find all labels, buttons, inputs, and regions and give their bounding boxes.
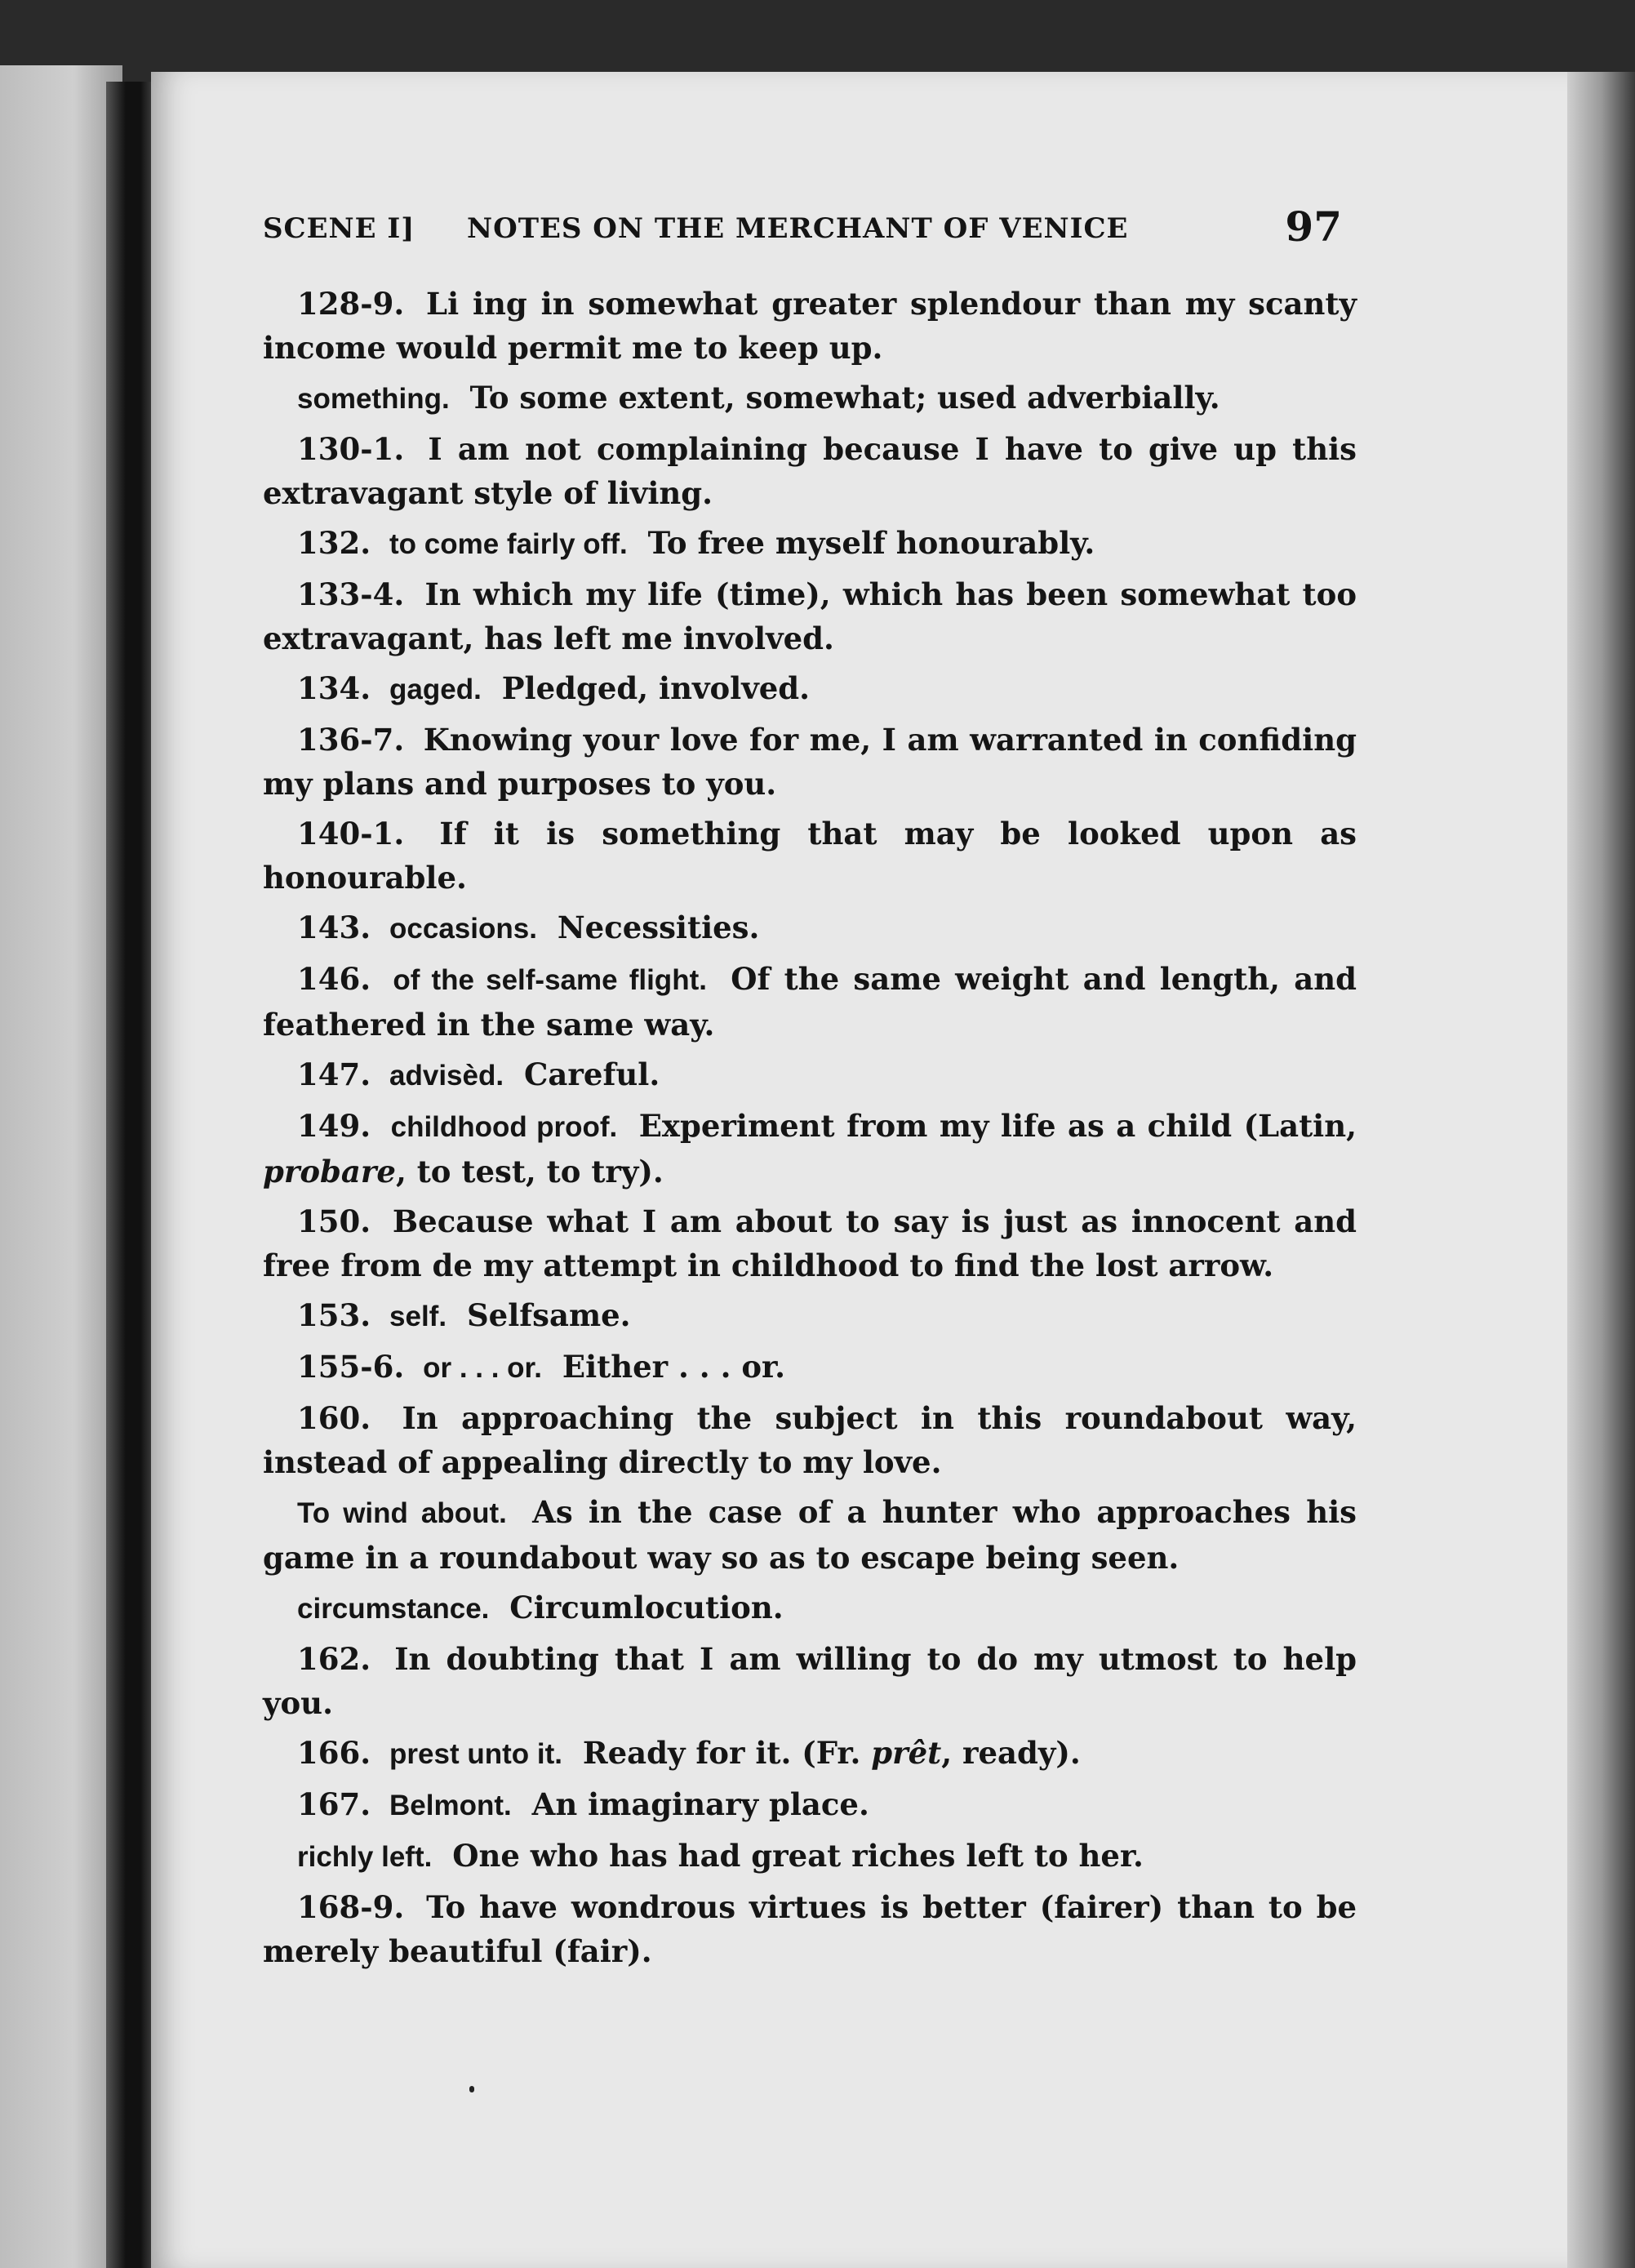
note-entry	[263, 1731, 1357, 1777]
note-entry	[263, 718, 1357, 806]
note-entry	[263, 957, 1357, 1047]
note-entry	[263, 572, 1357, 660]
note-entry	[263, 1293, 1357, 1339]
note-entry	[263, 1104, 1357, 1194]
note-gloss: If it is something that may be looked upon as honourable.	[263, 816, 1357, 896]
note-line-ref: 167.	[297, 1786, 371, 1822]
note-entry	[263, 282, 1357, 370]
note-lemma: to come fairly off.	[389, 528, 628, 560]
note-gloss: Pledged, involved.	[501, 670, 811, 706]
note-gloss: Careful.	[523, 1056, 660, 1092]
note-gloss: Of the same weight and length, and feathered in the same way.	[263, 961, 1357, 1043]
page-edge-shadow	[1567, 72, 1635, 2268]
note-entry	[263, 376, 1357, 421]
note-entry	[263, 427, 1357, 515]
running-title: NOTES ON THE MERCHANT OF VENICE	[467, 212, 1129, 245]
note-lemma: of the self-same flight.	[393, 964, 707, 996]
note-entry	[263, 1637, 1357, 1725]
note-lemma: or . . . or.	[423, 1352, 542, 1384]
note-line-ref: 162.	[297, 1641, 371, 1677]
note-gloss: In doubting that I am willing to do my utmost to help you.	[263, 1641, 1357, 1721]
note-entry	[263, 1782, 1357, 1828]
note-gloss: Experiment from my life as a child (Latin,	[638, 1108, 1357, 1144]
note-gloss: To free myself honourably.	[647, 525, 1095, 561]
note-line-ref: 140-1.	[297, 816, 405, 852]
notes-list	[263, 282, 1357, 1979]
note-entry	[263, 1885, 1357, 1973]
note-gloss: In approaching the subject in this roundabout way, instead of appealing directly to my love.	[263, 1400, 1357, 1480]
note-gloss: Either . . . or.	[562, 1349, 785, 1385]
note-entry	[263, 1345, 1357, 1390]
note-entry	[263, 521, 1357, 567]
note-gloss: One who has had great riches left to her.	[452, 1838, 1144, 1874]
note-lemma: advisèd.	[389, 1060, 504, 1092]
note-line-ref: 132.	[297, 525, 371, 561]
note-gloss: Circumlocution.	[509, 1590, 784, 1625]
note-entry	[263, 1834, 1357, 1879]
note-gloss: Necessities.	[557, 909, 760, 945]
note-gloss: In which my life (time), which has been somewhat too extravagant, has left me involved.	[263, 576, 1357, 656]
note-entry	[263, 905, 1357, 951]
note-line-ref: 130-1.	[297, 431, 405, 467]
note-gloss: Knowing your love for me, I am warranted in confiding my plans and purposes to you.	[263, 722, 1357, 802]
note-lemma: prest unto it.	[389, 1738, 562, 1770]
scene-label: SCENE I]	[263, 212, 415, 245]
note-line-ref: 134.	[297, 670, 371, 706]
note-gloss-italic: prêt	[871, 1735, 942, 1771]
note-lemma: richly left.	[297, 1841, 433, 1873]
running-header	[263, 202, 1342, 255]
note-lemma: occasions.	[389, 913, 537, 945]
note-gloss: I am not complaining because I have to give up this extravagant style of living.	[263, 431, 1357, 511]
note-line-ref: 168-9.	[297, 1889, 405, 1925]
note-entry	[263, 666, 1357, 712]
note-gloss: An imaginary place.	[531, 1786, 869, 1822]
note-gloss: As in the case of a hunter who approaches his game in a roundabout way so as to escape being seen.	[263, 1494, 1357, 1576]
note-gloss: To have wondrous virtues is better (fairer) than to be merely beautiful (fair).	[263, 1889, 1357, 1969]
note-gloss: Because what I am about to say is just as innocent and free from de my attempt in childhood to find the lost arrow.	[263, 1203, 1357, 1283]
note-line-ref: 155-6.	[297, 1349, 405, 1385]
page-number: 97	[1285, 202, 1342, 251]
note-line-ref: 133-4.	[297, 576, 405, 612]
note-line-ref: 143.	[297, 909, 371, 945]
print-speck	[469, 2086, 474, 2092]
note-lemma: Belmont.	[389, 1790, 512, 1821]
note-lemma: self.	[389, 1301, 447, 1332]
note-lemma: something.	[297, 383, 450, 415]
note-line-ref: 136-7.	[297, 722, 405, 758]
facing-page-edge	[0, 65, 122, 2268]
note-entry	[263, 1490, 1357, 1580]
note-lemma: circumstance.	[297, 1593, 490, 1625]
note-gloss: Ready for it. (Fr.	[582, 1735, 872, 1771]
note-lemma: To wind about.	[297, 1497, 507, 1529]
note-line-ref: 147.	[297, 1056, 371, 1092]
note-line-ref: 160.	[297, 1400, 371, 1436]
note-entry	[263, 1052, 1357, 1098]
note-line-ref: 150.	[297, 1203, 371, 1239]
note-entry	[263, 812, 1357, 900]
note-gloss: Selfsame.	[466, 1297, 631, 1333]
book-gutter	[106, 82, 155, 2268]
note-gloss-italic: probare	[263, 1154, 396, 1190]
note-line-ref: 166.	[297, 1735, 371, 1771]
note-entry	[263, 1585, 1357, 1631]
note-lemma: gaged.	[389, 674, 482, 705]
note-line-ref: 149.	[297, 1108, 371, 1144]
note-gloss: Li ing in somewhat greater splendour than my scanty income would permit me to keep up.	[263, 286, 1357, 366]
note-entry	[263, 1199, 1357, 1287]
note-line-ref: 146.	[297, 961, 371, 997]
note-line-ref: 128-9.	[297, 286, 405, 322]
note-line-ref: 153.	[297, 1297, 371, 1333]
note-entry	[263, 1396, 1357, 1484]
note-gloss-tail: , to test, to try).	[395, 1154, 664, 1190]
note-gloss: To some extent, somewhat; used adverbially.	[469, 380, 1220, 416]
note-lemma: childhood proof.	[390, 1111, 618, 1143]
note-gloss-tail: , ready).	[941, 1735, 1081, 1771]
